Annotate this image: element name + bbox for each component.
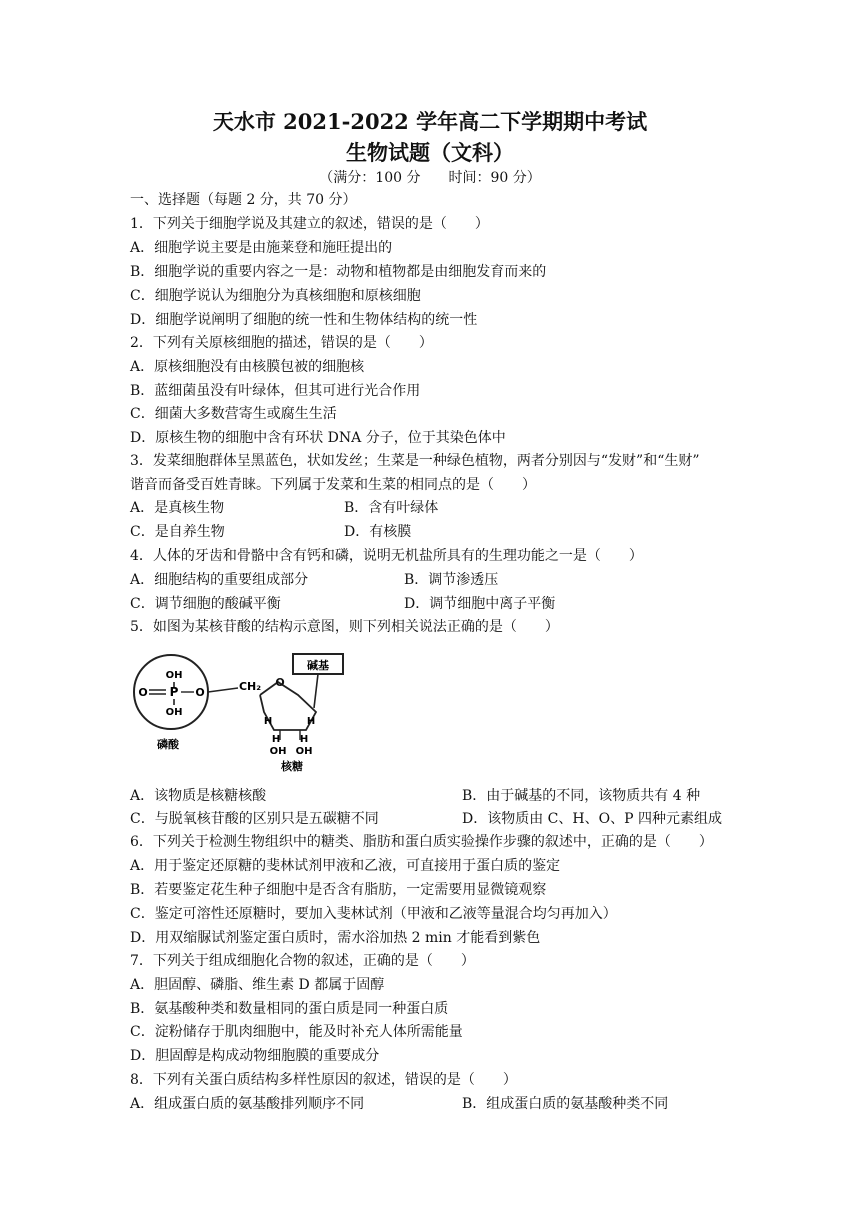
phosphorus-atom: P <box>169 685 179 699</box>
option: B．组成蛋白质的氨基酸种类不同 <box>462 1096 669 1112</box>
hydrogen-atom: H <box>263 716 273 727</box>
phosphate-label: 磷酸 <box>157 738 179 751</box>
option: A．组成蛋白质的氨基酸排列顺序不同 <box>130 1096 365 1112</box>
option: A．原核细胞没有由核膜包被的细胞核 <box>130 359 365 375</box>
option: D．用双缩脲试剂鉴定蛋白质时，需水浴加热 2 min 才能看到紫色 <box>130 930 541 946</box>
sugar-label: 核糖 <box>281 760 303 773</box>
option: C．细胞学说认为细胞分为真核细胞和原核细胞 <box>130 288 421 304</box>
option: C．鉴定可溶性还原糖时，要加入斐林试剂（甲液和乙液等量混合均匀再加入） <box>130 906 617 922</box>
exam-info: （满分：100 分 时间：90 分） <box>319 170 541 186</box>
question-stem: 8．下列有关蛋白质结构多样性原因的叙述，错误的是（ ） <box>130 1072 517 1088</box>
question-stem: 1．下列关于细胞学说及其建立的叙述，错误的是（ ） <box>130 216 489 232</box>
option: C．是自养生物 <box>130 524 225 540</box>
option: C．与脱氧核苷酸的区别只是五碳糖不同 <box>130 811 379 827</box>
option: B．调节渗透压 <box>404 572 499 588</box>
question-stem: 5．如图为某核苷酸的结构示意图，则下列相关说法正确的是（ ） <box>130 619 559 635</box>
option: B．若要鉴定花生种子细胞中是否含有脂肪，一定需要用显微镜观察 <box>130 882 547 898</box>
option: B．蓝细菌虽没有叶绿体，但其可进行光合作用 <box>130 383 421 399</box>
option: A．该物质是核糖核酸 <box>130 788 267 804</box>
option: C．调节细胞的酸碱平衡 <box>130 596 281 612</box>
ch2-group: CH₂ <box>238 680 262 693</box>
option: D．细胞学说阐明了细胞的统一性和生物体结构的统一性 <box>130 312 478 328</box>
ring-oxygen: O <box>275 676 285 689</box>
option: B．含有叶绿体 <box>344 500 439 516</box>
option: D．胆固醇是构成动物细胞膜的重要成分 <box>130 1048 380 1064</box>
question-stem: 7．下列关于组成细胞化合物的叙述，正确的是（ ） <box>130 953 475 969</box>
question-stem-continued: 谐音而备受百姓青睐。下列属于发菜和生菜的相同点的是（ ） <box>130 477 536 493</box>
option: A．是真核生物 <box>130 500 225 516</box>
base-label: 碱基 <box>307 659 329 672</box>
option: A．细胞学说主要是由施莱登和施旺提出的 <box>130 240 393 256</box>
page-subtitle: 生物试题（文科） <box>346 140 514 165</box>
option: C．细菌大多数营寄生或腐生生活 <box>130 406 337 422</box>
page-title: 天水市 2021-2022 学年高二下学期期中考试 <box>212 109 648 134</box>
hydroxyl-top: OH <box>165 670 183 681</box>
hydrogen-atom: H <box>306 716 316 727</box>
option: D．该物质由 C、H、O、P 四种元素组成 <box>462 811 722 827</box>
section-heading: 一、选择题（每题 2 分，共 70 分） <box>130 192 357 208</box>
option: A．细胞结构的重要组成部分 <box>130 572 309 588</box>
question-stem: 3．发菜细胞群体呈黑蓝色，状如发丝；生菜是一种绿色植物，两者分别因与“发财”和“生财” <box>130 453 700 469</box>
option: A．胆固醇、磷脂、维生素 D 都属于固醇 <box>130 977 385 993</box>
option: B．氨基酸种类和数量相同的蛋白质是同一种蛋白质 <box>130 1001 449 1017</box>
hydrogen-atom: H <box>299 734 309 745</box>
nucleotide-structure-figure <box>128 650 368 775</box>
option: D．调节细胞中离子平衡 <box>404 596 556 612</box>
nucleotide-diagram <box>128 650 368 775</box>
sugar-hydroxyl: OH <box>269 746 287 757</box>
option: D．有核膜 <box>344 524 412 540</box>
sugar-hydroxyl: OH <box>295 746 313 757</box>
question-stem: 2．下列有关原核细胞的描述，错误的是（ ） <box>130 335 433 351</box>
option: B．由于碱基的不同，该物质共有 4 种 <box>462 788 701 804</box>
question-stem: 4．人体的牙齿和骨骼中含有钙和磷，说明无机盐所具有的生理功能之一是（ ） <box>130 548 643 564</box>
option: C．淀粉储存于肌肉细胞中，能及时补充人体所需能量 <box>130 1024 463 1040</box>
hydroxyl-bottom: OH <box>165 707 183 718</box>
option: B．细胞学说的重要内容之一是：动物和植物都是由细胞发育而来的 <box>130 264 547 280</box>
option: A．用于鉴定还原糖的斐林试剂甲液和乙液，可直接用于蛋白质的鉴定 <box>130 858 561 874</box>
oxygen-bridge: O <box>195 686 205 699</box>
oxygen-double-bond: O <box>138 686 148 699</box>
option: D．原核生物的细胞中含有环状 DNA 分子，位于其染色体中 <box>130 430 506 446</box>
question-stem: 6．下列关于检测生物组织中的糖类、脂肪和蛋白质实验操作步骤的叙述中，正确的是（ ） <box>130 834 713 850</box>
hydrogen-atom: H <box>271 734 281 745</box>
